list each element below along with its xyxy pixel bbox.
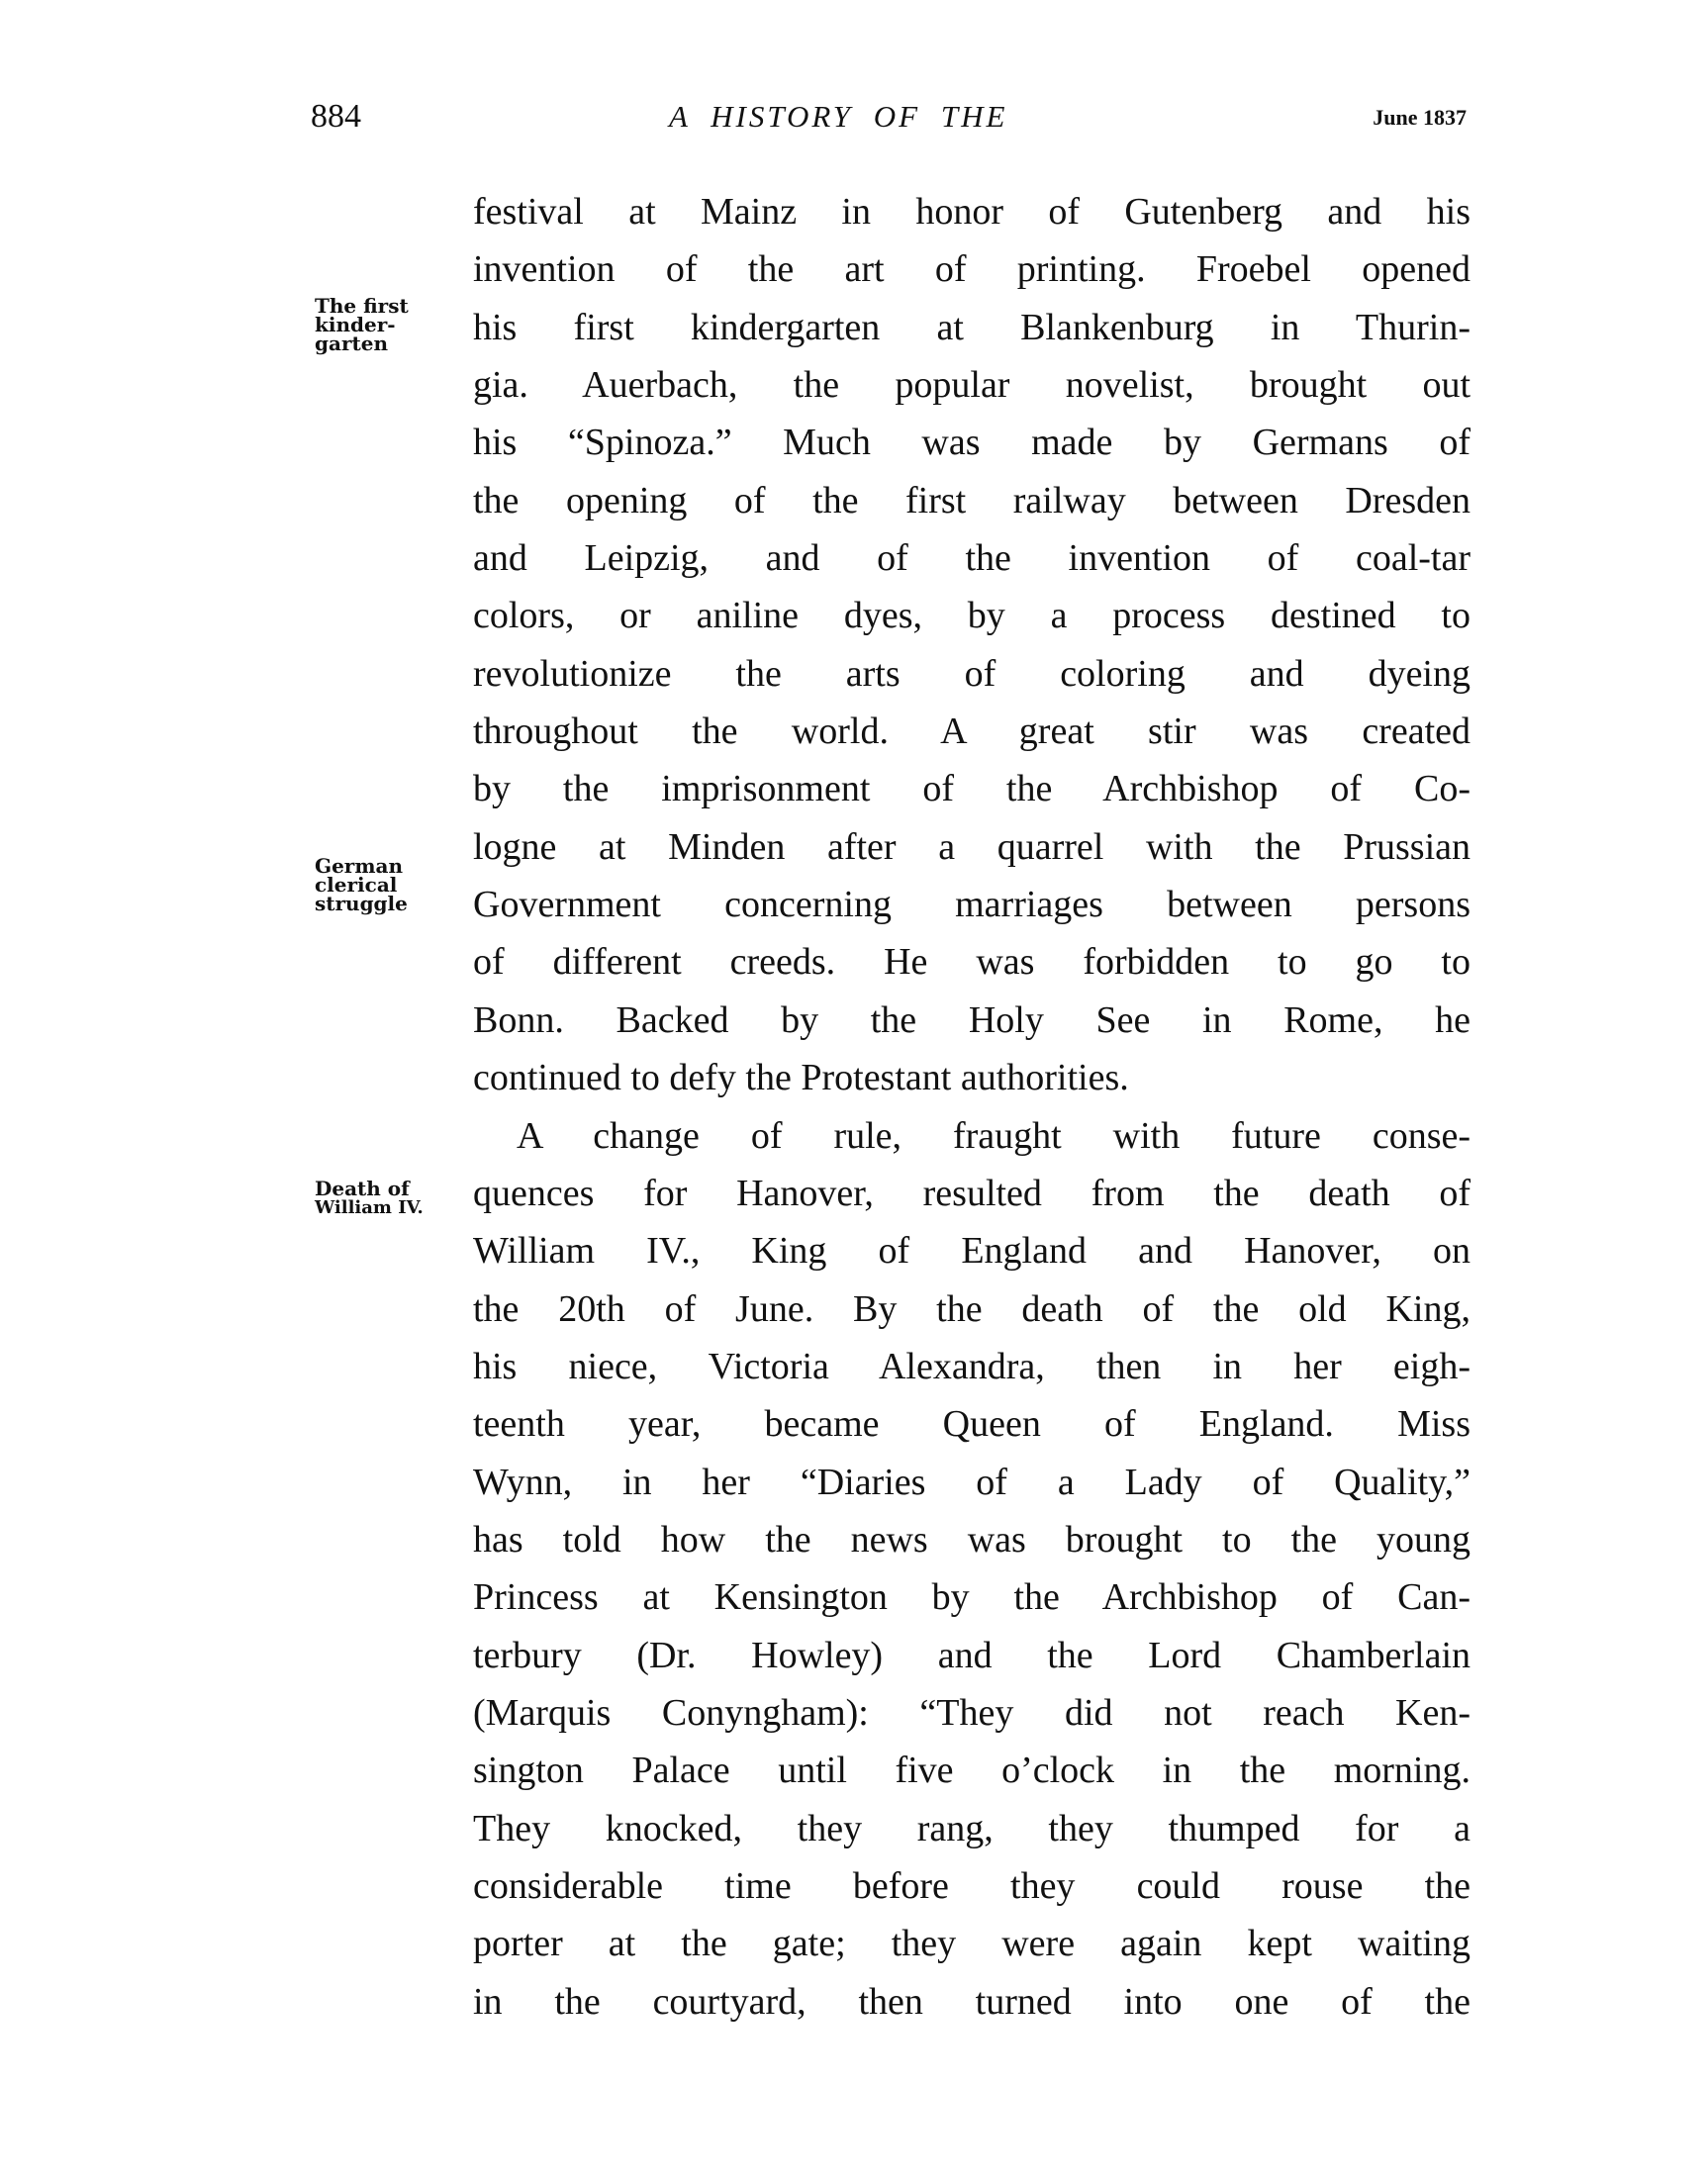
text-line: terbury (Dr. Howley) and the Lord Chamberlain [473, 1634, 1471, 1676]
header-date: June 1837 [1373, 105, 1467, 130]
sidenote-line: German [315, 854, 404, 878]
sidenote-line: The first [315, 294, 409, 318]
text-line: A change of rule, fraught with future conse- [517, 1114, 1471, 1157]
text-line: porter at the gate; they were again kept waiting [473, 1923, 1471, 1965]
sidenote-death-of-william-iv [315, 1177, 424, 1218]
sidenote-line: clerical [315, 873, 398, 897]
text-line: his “Spinoza.” Much was made by Germans of [473, 422, 1471, 464]
sidenote-line: garten [315, 331, 388, 355]
text-line: Wynn, in her “Diaries of a Lady of Quality,” [473, 1461, 1471, 1503]
page-number: 884 [311, 98, 361, 135]
text-line: his niece, Victoria Alexandra, then in her eigh- [473, 1345, 1471, 1387]
text-line: logne at Minden after a quarrel with the Prussian [473, 825, 1471, 868]
text-line: revolutionize the arts of coloring and dyeing [473, 652, 1471, 695]
sidenote-first-kindergarten [315, 294, 409, 355]
running-header [311, 97, 1467, 137]
text-line: continued to defy the Protestant authorities. [473, 1057, 1129, 1099]
text-line: in the courtyard, then turned into one of the [473, 1980, 1471, 2023]
text-line: Princess at Kensington by the Archbishop of Can- [473, 1576, 1471, 1619]
text-line: the 20th of June. By the death of the old King, [473, 1287, 1471, 1330]
sidenote-line: Death of [315, 1177, 410, 1200]
text-line: his first kindergarten at Blankenburg in Thurin- [473, 306, 1471, 348]
text-line: They knocked, they rang, they thumped for a [473, 1807, 1471, 1849]
text-line: Government concerning marriages between persons [473, 884, 1471, 926]
text-line: festival at Mainz in honor of Gutenberg and his [473, 191, 1471, 233]
running-title: A HISTORY OF THE [669, 99, 1008, 134]
text-line: throughout the world. A great stir was created [473, 710, 1471, 753]
text-line: invention of the art of printing. Froebel opened [473, 248, 1471, 291]
text-line: gia. Auerbach, the popular novelist, brought out [473, 364, 1471, 407]
sidenote-line: William IV. [315, 1197, 424, 1218]
text-line: colors, or aniline dyes, by a process destined to [473, 595, 1471, 637]
text-line: teenth year, became Queen of England. Miss [473, 1403, 1471, 1446]
sidenote-line: kinder- [315, 313, 396, 336]
text-line: quences for Hanover, resulted from the death of [473, 1172, 1471, 1214]
text-line: has told how the news was brought to the young [473, 1518, 1471, 1561]
text-line: of different creeds. He was forbidden to go to [473, 941, 1471, 984]
text-line: the opening of the first railway between Dresden [473, 479, 1471, 521]
text-line: William IV., King of England and Hanover, on [473, 1230, 1471, 1273]
sidenote-german-clerical-struggle [315, 854, 408, 915]
text-line: by the imprisonment of the Archbishop of Co- [473, 768, 1471, 810]
text-line: and Leipzig, and of the invention of coal-tar [473, 537, 1471, 580]
text-line: considerable time before they could rouse the [473, 1864, 1471, 1907]
sidenote-line: struggle [315, 892, 408, 915]
text-line: sington Palace until five o’clock in the morning. [473, 1750, 1471, 1792]
body-text [473, 183, 1471, 2031]
text-line: (Marquis Conyngham): “They did not reach Ken- [473, 1691, 1471, 1734]
text-line: Bonn. Backed by the Holy See in Rome, he [473, 998, 1471, 1041]
